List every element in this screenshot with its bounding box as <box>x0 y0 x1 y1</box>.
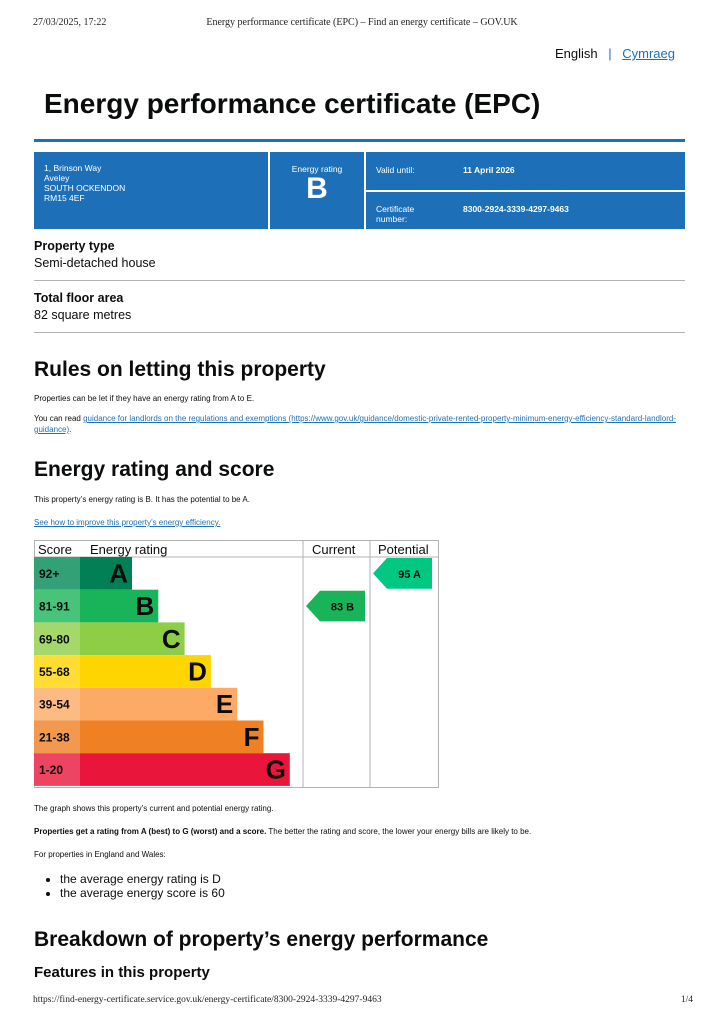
chart-header-3: Potential <box>378 542 429 557</box>
average-list <box>35 872 225 900</box>
letting-heading: Rules on letting this property <box>34 358 326 381</box>
band-letter: C <box>161 623 181 654</box>
chart-bands <box>34 557 290 786</box>
band-letter: E <box>215 689 234 720</box>
band-score-label: 81-91 <box>39 599 70 614</box>
address-panel <box>34 152 268 229</box>
band-letter: D <box>188 656 207 687</box>
list-item: • the average energy score is 60 <box>60 886 225 900</box>
improve-efficiency-link[interactable]: See how to improve this property’s energy efficiency. <box>34 518 221 527</box>
valid-panel <box>366 152 685 190</box>
band-letter: B <box>135 591 155 622</box>
band-letter: G <box>265 754 286 785</box>
certificate-label-2: number: <box>376 214 408 224</box>
address-line-4: RM15 4EF <box>44 193 85 203</box>
rating-panel <box>270 152 364 229</box>
property-type-value: Semi-detached house <box>34 256 156 270</box>
certificate-label-1: Certificate <box>376 204 415 214</box>
band-bar-G <box>80 753 290 786</box>
rating-explanation-rest: The better the rating and score, the lower your energy bills are likely to be. <box>266 827 532 836</box>
address-line-2: Aveley <box>44 173 70 183</box>
letting-paragraph-2 <box>34 413 694 435</box>
language-welsh-link[interactable]: Cymraeg <box>622 46 675 61</box>
valid-value: 11 April 2026 <box>463 165 515 175</box>
potential-rating-label: 95 A <box>398 568 421 581</box>
energy-rating-graph <box>34 540 439 788</box>
band-score-label: 69-80 <box>39 632 70 647</box>
current-rating-label: 83 B <box>330 601 355 614</box>
divider <box>34 332 685 333</box>
rating-letter: B <box>306 172 328 205</box>
band-score-label: 55-68 <box>39 664 70 679</box>
language-switcher <box>555 46 675 61</box>
chart-header-2: Current <box>312 542 356 557</box>
band-bar-F <box>80 721 264 754</box>
language-english[interactable]: English <box>554 46 598 61</box>
band-letter: A <box>109 558 128 589</box>
print-datetime: 27/03/2025, 17:22 <box>33 17 107 28</box>
band-bar-E <box>80 688 237 721</box>
chart-markers <box>306 558 432 621</box>
divider <box>34 280 685 281</box>
rating-explanation-bold: Properties get a rating from A (best) to G (worst) and a score. <box>34 827 267 836</box>
title-underline <box>34 139 685 142</box>
chart-header-1: Energy rating <box>90 542 168 557</box>
valid-label: Valid until: <box>376 165 415 175</box>
rating-paragraph: This property’s energy rating is B. It has the potential to be A. <box>34 495 250 504</box>
floor-area-value: 82 square metres <box>34 308 132 322</box>
chart-header-0: Score <box>38 542 72 557</box>
landlord-guidance-link[interactable]: guidance for landlords on the regulations and exemptions (https://www.gov.uk/guidance/domestic-private-rented-property-minimum-energy-efficiency-standard-landlord- <box>83 414 676 423</box>
band-letter: F <box>243 721 260 752</box>
letting-paragraph-1: Properties can be let if they have an energy rating from A to E. <box>34 394 255 403</box>
address-line-3: SOUTH OCKENDON <box>44 183 126 193</box>
graph-explanation: The graph shows this property’s current and potential energy rating. <box>34 804 274 813</box>
band-score-label: 92+ <box>39 566 60 581</box>
rating-explanation <box>34 826 531 837</box>
list-item: • the average energy rating is D <box>60 872 225 886</box>
rating-heading: Energy rating and score <box>34 458 275 481</box>
band-score-label: 1-20 <box>39 763 64 778</box>
rating-label: Energy rating <box>291 164 343 174</box>
footer-page-number: 1/4 <box>680 995 693 1005</box>
certificate-value: 8300-2924-3339-4297-9463 <box>463 204 569 214</box>
band-score-label: 21-38 <box>39 730 70 745</box>
landlord-guidance-link-cont[interactable]: guidance) <box>34 425 70 434</box>
print-title: Energy performance certificate (EPC) – Find an energy certificate – GOV.UK <box>206 17 518 28</box>
letting-text: You can read <box>34 414 84 423</box>
certificate-panel <box>366 192 685 229</box>
letting-text-end: . <box>69 425 72 434</box>
property-type-label: Property type <box>34 239 115 253</box>
language-separator: | <box>608 46 612 61</box>
average-intro: For properties in England and Wales: <box>34 850 166 859</box>
breakdown-heading: Breakdown of property’s energy performance <box>34 928 489 951</box>
band-score-label: 39-54 <box>39 697 70 712</box>
address-line-1: 1, Brinson Way <box>44 163 102 173</box>
features-heading: Features in this property <box>34 964 210 981</box>
footer-url: https://find-energy-certificate.service.gov.uk/energy-certificate/8300-2924-3339-4297-9463 <box>33 995 382 1005</box>
floor-area-label: Total floor area <box>34 291 124 305</box>
page-title: Energy performance certificate (EPC) <box>44 88 541 119</box>
energy-rating-chart <box>34 540 439 788</box>
